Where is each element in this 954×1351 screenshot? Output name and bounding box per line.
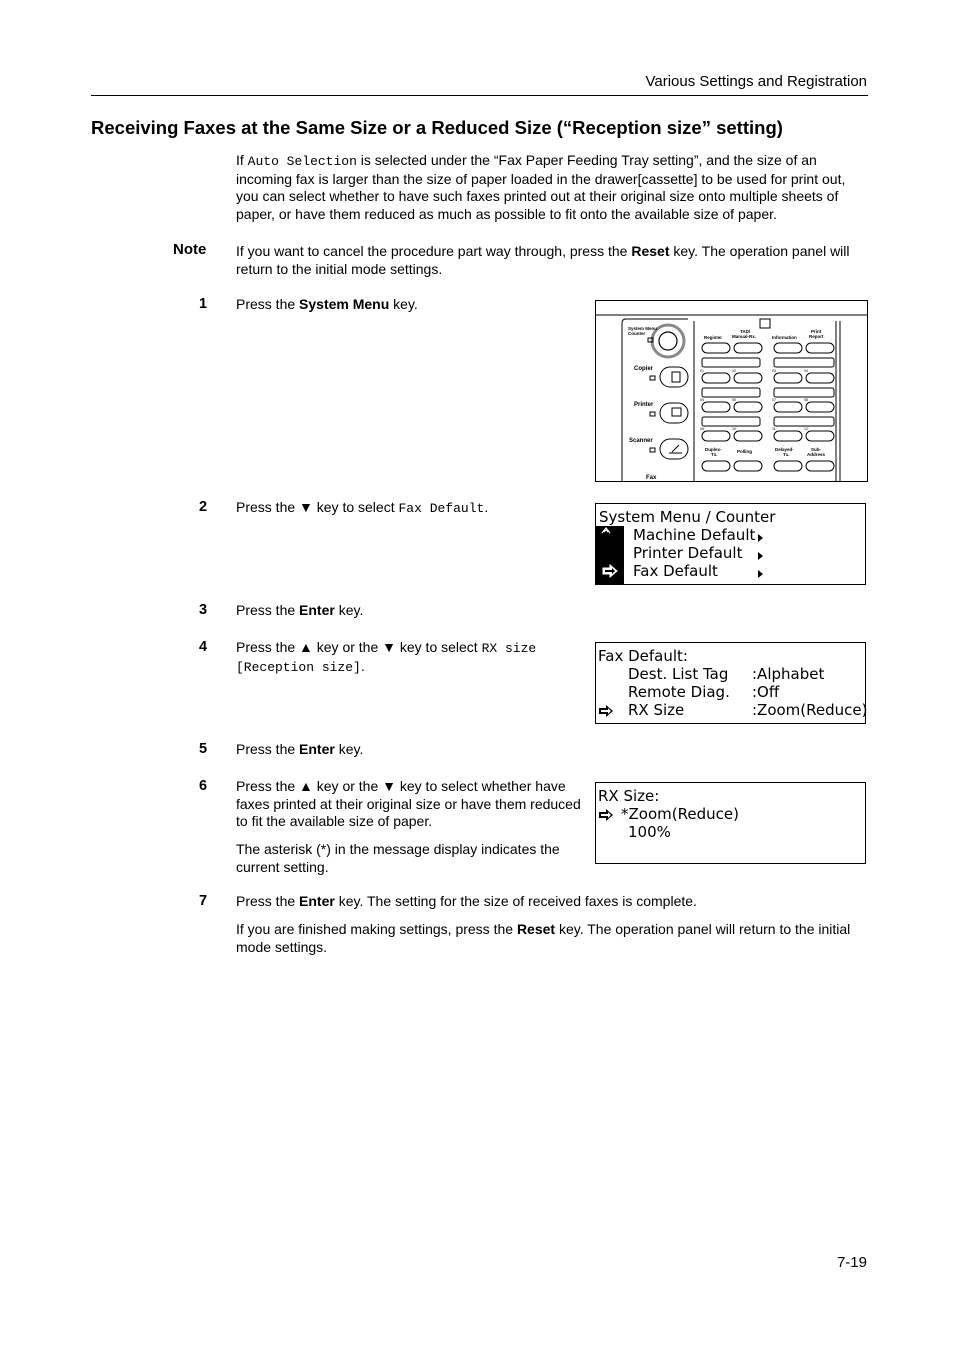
step-number: 1 xyxy=(199,296,208,312)
information-label: Information xyxy=(772,335,797,340)
lcd-setting-label[interactable]: Remote Diag. xyxy=(628,683,730,701)
step-text-part: Press the ▲ key or the ▼ key to select xyxy=(236,639,482,655)
running-header: Various Settings and Registration xyxy=(645,73,867,90)
lcd-system-menu xyxy=(595,503,866,585)
lcd-setting-label[interactable]: Dest. List Tag xyxy=(628,665,729,683)
step-code: RX size [Reception size] xyxy=(236,641,537,675)
header-rule xyxy=(91,95,868,96)
step-text xyxy=(236,741,581,759)
step-text-part: . xyxy=(360,657,365,674)
step-text xyxy=(236,499,581,518)
step-text: Press the ▲ key or the ▼ key to select whether have faxes printed at their original size or have them reduced to fit the available size of paper. xyxy=(236,778,581,829)
register-label: Register xyxy=(704,335,723,340)
address-label: Address xyxy=(807,452,826,457)
fax-label: Fax xyxy=(646,475,657,481)
lcd-setting-value: :Off xyxy=(752,683,780,701)
note-text xyxy=(236,243,868,278)
section-title: Receiving Faxes at the Same Size or a Reduced Size (“Reception size” setting) xyxy=(91,117,783,138)
sub-label: Sub- xyxy=(811,447,821,452)
one-touch-num: 10 xyxy=(732,427,736,431)
step-text-part: key. The operation panel will return to the initial mode settings. xyxy=(236,921,851,955)
step-key-name: Reset xyxy=(516,921,556,937)
step-text-part: key. xyxy=(334,602,364,618)
step-key-name: Enter xyxy=(299,893,335,909)
one-touch-num: 03 xyxy=(772,369,776,373)
system-menu-label: System Menu xyxy=(628,326,658,331)
lcd-fax-default xyxy=(595,642,866,724)
one-touch-num: 04 xyxy=(804,369,808,373)
step-number: 7 xyxy=(199,893,208,909)
step-text-part: key. The setting for the size of received faxes is complete. xyxy=(334,893,697,909)
polling-label: Polling xyxy=(737,449,752,454)
step-note: The asterisk (*) in the message display indicates the current setting. xyxy=(236,841,560,875)
step-key-name: Enter xyxy=(299,741,335,757)
note-post: key. The operation panel will return to the initial mode settings. xyxy=(236,243,850,277)
step-text xyxy=(236,296,581,314)
step-text-part: Press the xyxy=(236,741,300,757)
step-text xyxy=(236,893,868,911)
lcd-title: RX Size: xyxy=(598,787,660,805)
one-touch-num: 01 xyxy=(700,369,704,373)
submenu-arrow-icon xyxy=(758,534,763,542)
lcd-menu-item-selected[interactable]: Fax Default xyxy=(633,562,718,580)
duplex-label: Duplex- xyxy=(705,447,722,452)
one-touch-num: 11 xyxy=(772,427,776,431)
tad-label: TAD/ xyxy=(740,329,751,334)
scanner-label: Scanner xyxy=(629,438,653,444)
step-number: 5 xyxy=(199,741,208,757)
lcd-setting-label-selected[interactable]: RX Size xyxy=(628,701,685,719)
step-text-part: Press the ▼ key to select xyxy=(236,499,399,515)
step-text-part: Press the xyxy=(236,602,300,618)
step-code: Fax Default xyxy=(398,501,485,516)
cursor-arrow-icon xyxy=(598,808,614,822)
one-touch-num: 07 xyxy=(772,398,776,402)
cursor-arrow-icon xyxy=(602,564,618,578)
operation-panel-illustration xyxy=(595,300,868,482)
lcd-option-selected[interactable]: *Zoom(Reduce) xyxy=(621,805,739,823)
step-note xyxy=(236,921,868,956)
step-number: 4 xyxy=(199,639,208,655)
intro-pre: If xyxy=(236,152,248,168)
intro-code: Auto Selection xyxy=(247,154,357,169)
delayed-tx-label: Tx. xyxy=(783,452,790,457)
duplex-tx-label: Tx. xyxy=(711,452,718,457)
note-pre: If you want to cancel the procedure part way through, press the xyxy=(236,243,632,259)
step-text-part: If you are finished making settings, press the xyxy=(236,921,517,937)
intro-paragraph xyxy=(236,152,868,223)
step-key-name: Enter xyxy=(299,602,335,618)
copier-label: Copier xyxy=(634,366,654,372)
one-touch-num: 06 xyxy=(732,398,736,402)
lcd-setting-value: :Alphabet xyxy=(752,665,825,683)
step-key-name: System Menu xyxy=(299,296,390,312)
step-text-part: Press the xyxy=(236,893,300,909)
step-number: 2 xyxy=(199,499,208,515)
submenu-arrow-icon xyxy=(758,570,763,578)
lcd-setting-value: :Zoom(Reduce) xyxy=(752,701,868,719)
note-bold: Reset xyxy=(631,243,670,259)
step-text-part: Press the xyxy=(236,296,300,312)
lcd-menu-item[interactable]: Machine Default xyxy=(633,526,756,544)
operation-panel-drawing xyxy=(596,301,868,482)
lcd-option[interactable]: 100% xyxy=(628,823,671,841)
lcd-title: System Menu / Counter xyxy=(599,508,776,526)
print-label: Print xyxy=(811,329,822,334)
one-touch-num: 05 xyxy=(700,398,704,402)
one-touch-num: 09 xyxy=(700,427,704,431)
intro-post: is selected under the “Fax Paper Feeding Tray setting”, and the size of an incoming fax is larger than the size of paper loaded in the drawer[cassette] to be used for print out, you can select whether to have such faxes printed out at their original size onto multiple sheets of paper, or have them reduced as much as possible to fit onto the available size of paper. xyxy=(236,152,846,222)
report-label: Report xyxy=(809,334,824,339)
note-label: Note xyxy=(173,241,207,258)
step-text-part: . xyxy=(484,499,489,515)
lcd-title: Fax Default: xyxy=(598,647,688,665)
printer-label: Printer xyxy=(634,402,654,408)
lcd-menu-item[interactable]: Printer Default xyxy=(633,544,743,562)
page-number: 7-19 xyxy=(836,1254,867,1271)
delayed-label: Delayed- xyxy=(775,447,794,452)
step-text-part: key. xyxy=(389,296,418,312)
lcd-rx-size xyxy=(595,782,866,864)
one-touch-num: 08 xyxy=(804,398,808,402)
submenu-arrow-icon xyxy=(758,552,763,560)
one-touch-num: 12 xyxy=(804,427,808,431)
step-number: 3 xyxy=(199,602,208,618)
cursor-arrow-icon xyxy=(598,704,614,718)
one-touch-num: 02 xyxy=(732,369,736,373)
step-text xyxy=(236,639,581,676)
step-text-part: key. xyxy=(334,741,364,757)
step-text xyxy=(236,602,581,620)
step-number: 6 xyxy=(199,778,208,794)
manual-rx-label: Manual-Rx. xyxy=(732,334,757,339)
counter-label: Counter xyxy=(628,331,646,336)
